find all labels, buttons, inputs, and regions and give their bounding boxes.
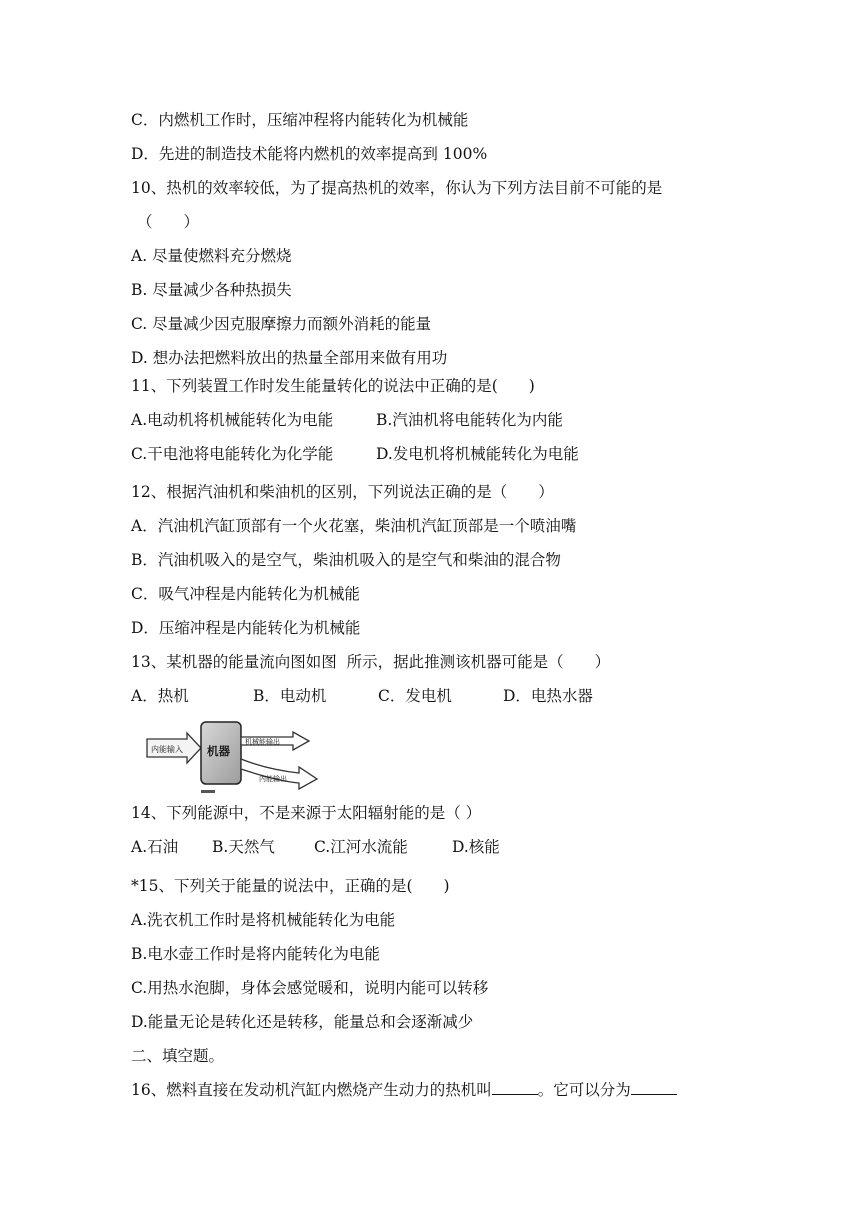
q15-option-d: D.能量无论是转化还是转移，能量总和会逐渐减少: [131, 1013, 474, 1031]
question-12: 12、根据汽油机和柴油机的区别，下列说法正确的是（ ）: [131, 483, 554, 501]
question-11: 11、下列装置工作时发生能量转化的说法中正确的是( ): [131, 377, 535, 395]
q15-option-c: C.用热水泡脚，身体会感觉暖和，说明内能可以转移: [131, 979, 489, 997]
q13-option-a: A．热机: [131, 687, 189, 705]
q16-text-mid: 。它可以分为: [537, 1081, 631, 1099]
q10-option-d: D. 想办法把燃料放出的热量全部用来做有用功: [131, 349, 448, 367]
question-15: *15、下列关于能量的说法中，正确的是( ): [131, 877, 450, 895]
q15-option-a: A.洗衣机工作时是将机械能转化为电能: [131, 911, 396, 929]
q12-option-b: B．汽油机吸入的是空气，柴油机吸入的是空气和柴油的混合物: [131, 551, 561, 569]
q11-option-b: B.汽油机将电能转化为内能: [376, 411, 563, 429]
question-10: 10、热机的效率较低，为了提高热机的效率，你认为下列方法目前不可能的是: [131, 179, 663, 197]
q10-option-c: C. 尽量减少因克服摩擦力而额外消耗的能量: [131, 315, 432, 333]
q13-option-b: B．电动机: [253, 687, 327, 705]
q14-option-b: B.天然气: [212, 838, 275, 856]
q14-option-a: A.石油: [131, 838, 179, 856]
q11-option-c: C.干电池将电能转化为化学能: [131, 445, 334, 463]
output-2-label: 内能输出: [259, 775, 287, 783]
q16-blank-2: [631, 1080, 677, 1095]
question-10-paren: （ ）: [137, 213, 200, 231]
question-14: 14、下列能源中，不是来源于太阳辐射能的是（ ）: [131, 804, 482, 822]
q10-option-a: A. 尽量使燃料充分燃烧: [131, 247, 292, 265]
output-1-label: 机械能输出: [245, 738, 280, 746]
q16-blank-1: [492, 1080, 538, 1095]
question-13: 13、某机器的能量流向图如图 所示，据此推测该机器可能是（ ）: [131, 653, 611, 671]
q10-option-b: B. 尽量减少各种热损失: [131, 281, 292, 299]
q11-option-d: D.发电机将机械能转化为电能: [376, 445, 579, 463]
question-16: [131, 1080, 677, 1100]
cutoff-mark: [201, 790, 215, 793]
machine-label: 机器: [207, 744, 230, 758]
q12-option-a: A．汽油机汽缸顶部有一个火花塞，柴油机汽缸顶部是一个喷油嘴: [131, 517, 577, 535]
option-c-line: C．内燃机工作时，压缩冲程将内能转化为机械能: [131, 111, 469, 129]
q15-option-b: B.电水壶工作时是将内能转化为电能: [131, 945, 380, 963]
output-2-arrow: [241, 759, 317, 789]
section-2-heading: 二、填空题。: [131, 1047, 225, 1065]
input-label: 内能输入: [151, 745, 183, 754]
q16-text-start: 16、燃料直接在发动机汽缸内燃烧产生动力的热机叫: [131, 1081, 492, 1099]
option-d-line: D．先进的制造技术能将内燃机的效率提高到 100%: [131, 145, 488, 163]
q12-option-d: D．压缩冲程是内能转化为机械能: [131, 619, 361, 637]
q12-option-c: C．吸气冲程是内能转化为机械能: [131, 585, 360, 603]
energy-flow-figure: [141, 719, 321, 795]
q14-option-c: C.江河水流能: [314, 838, 408, 856]
q14-option-d: D.核能: [452, 838, 500, 856]
q11-option-a: A.电动机将机械能转化为电能: [131, 411, 334, 429]
q13-option-d: D．电热水器: [503, 687, 593, 705]
q13-option-c: C．发电机: [378, 687, 452, 705]
